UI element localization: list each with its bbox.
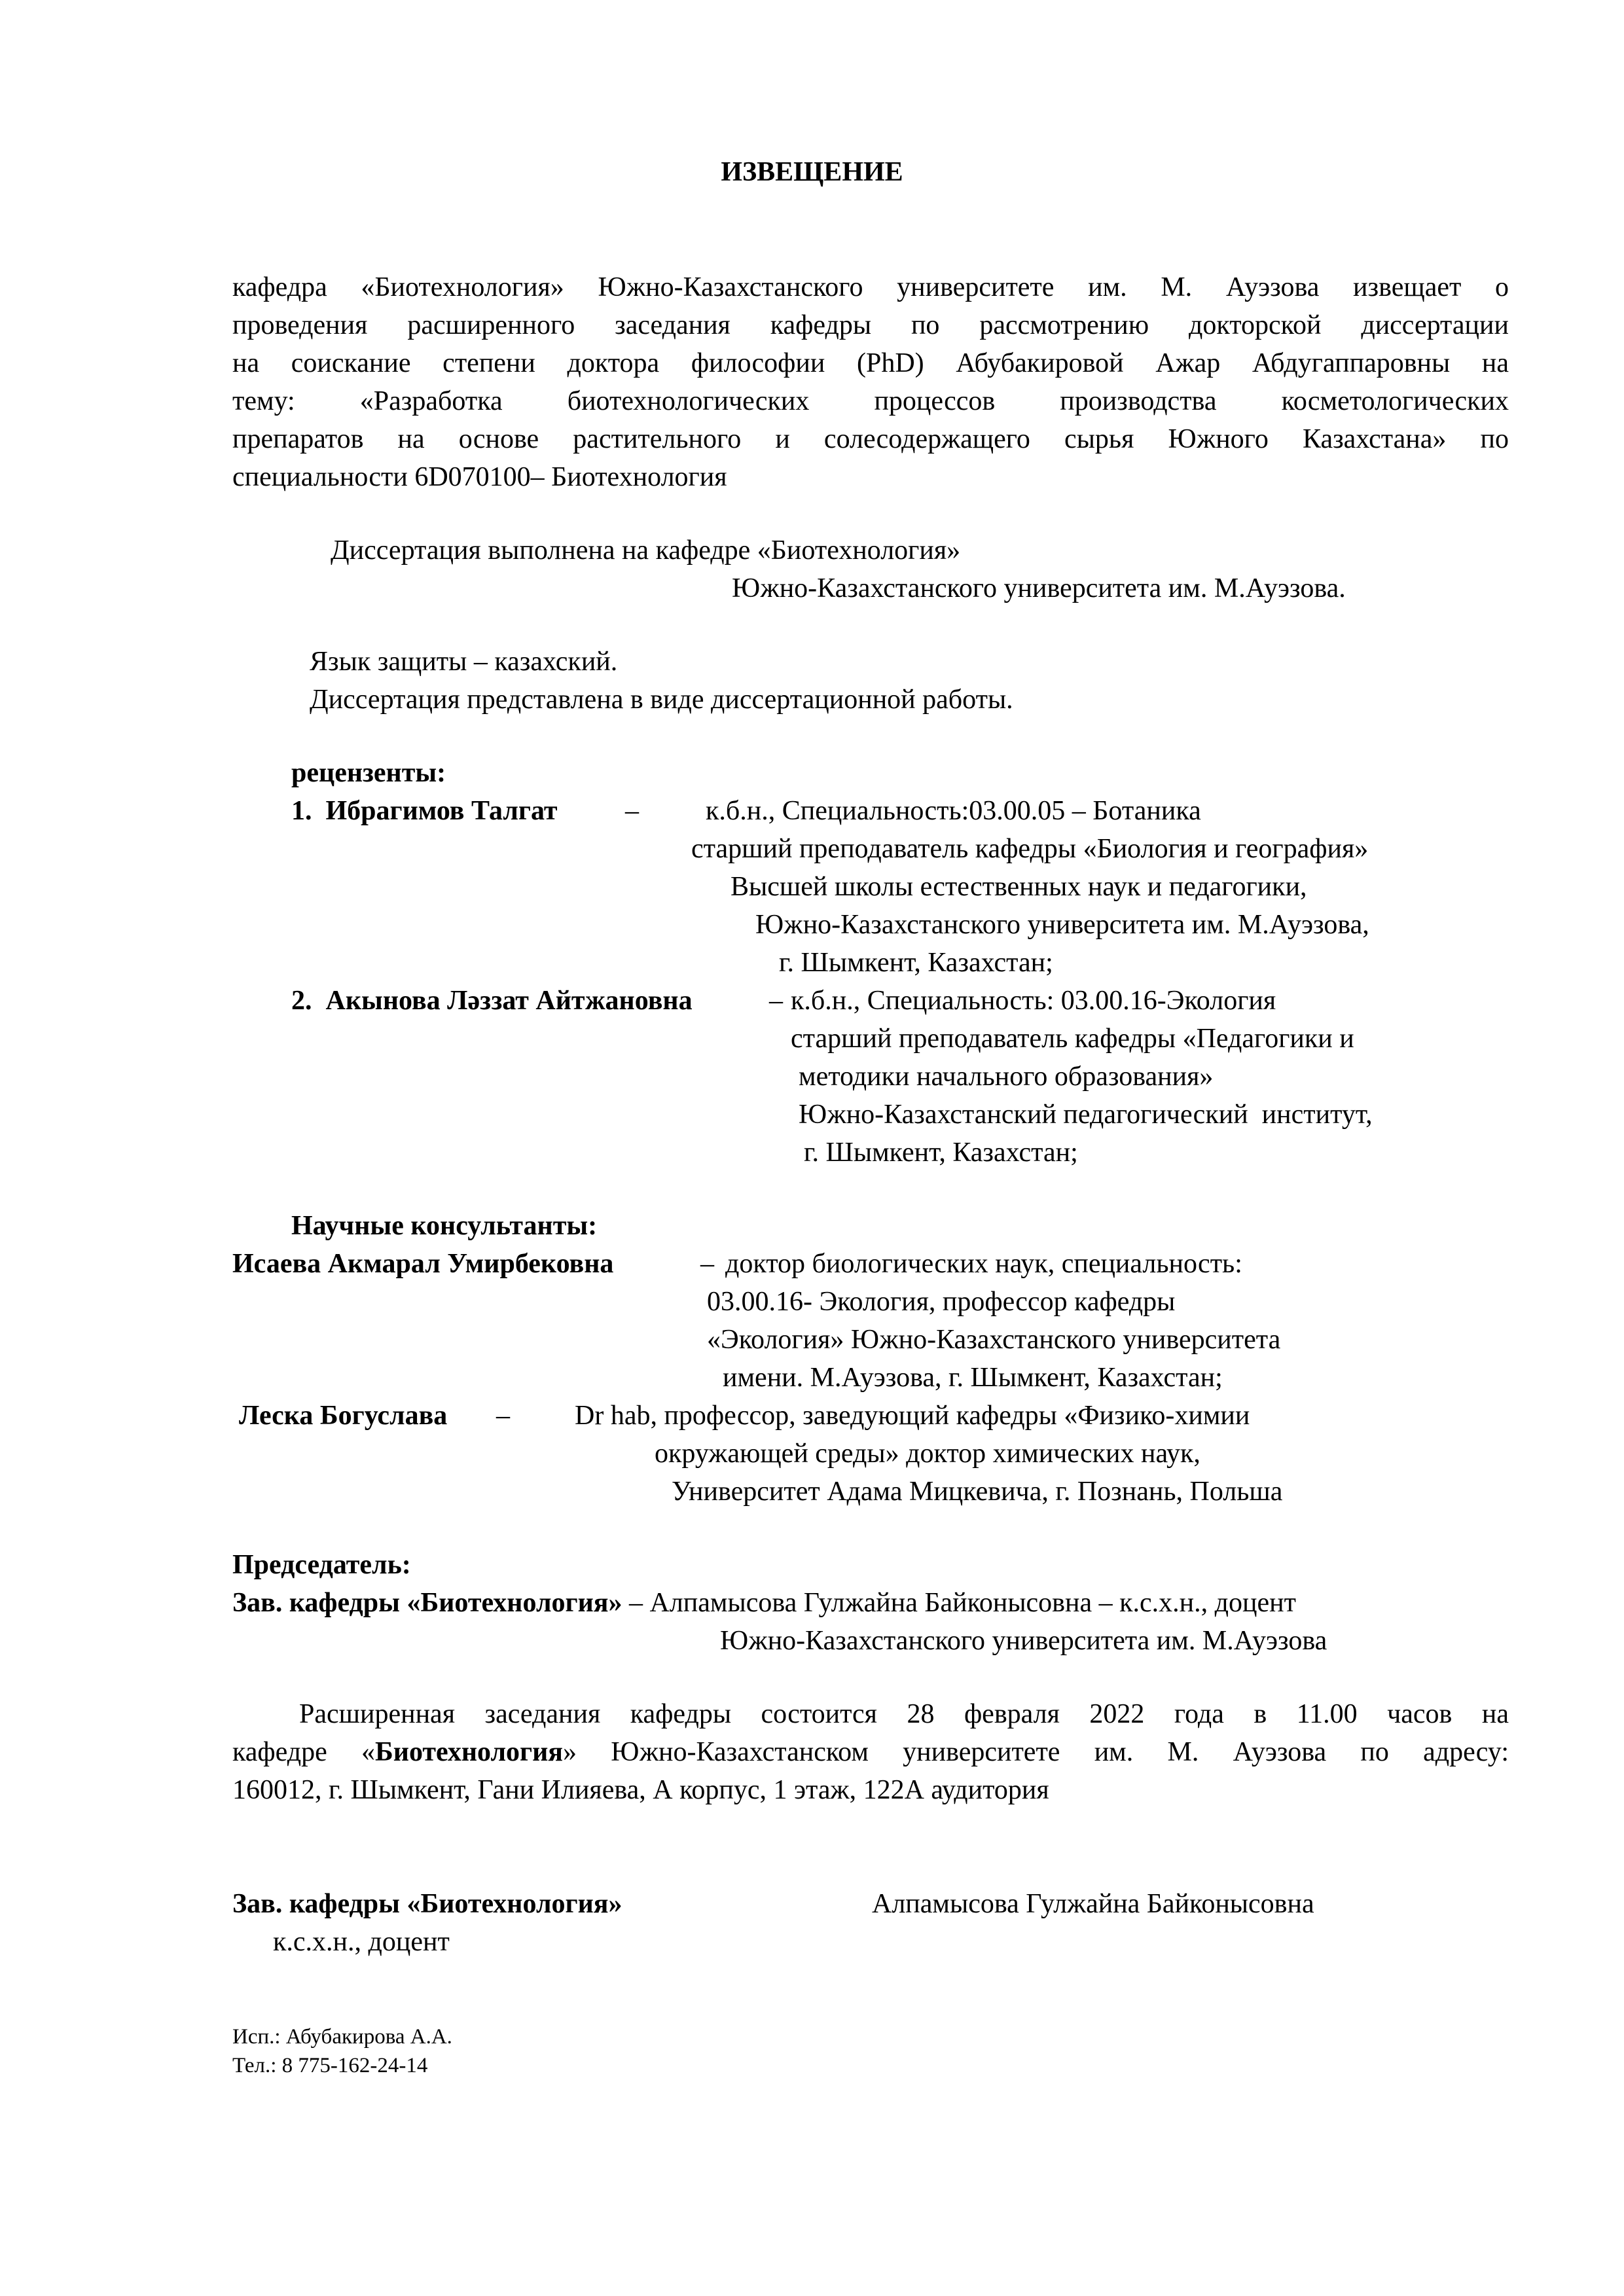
consultant-detail: Университет Адама Мицкевича, г. Познань, Польша	[672, 1477, 1283, 1507]
signature-degree: к.с.х.н., доцент	[273, 1927, 450, 1957]
reviewer-detail: Южно-Казахстанский педагогический институт,	[799, 1100, 1373, 1130]
meeting-text: » Южно-Казахстанском университете им. М. Ауэзова по адресу:	[563, 1737, 1509, 1767]
chair-role: Зав. кафедры «Биотехнология»	[232, 1588, 623, 1618]
meeting-text: кафедре «	[232, 1737, 375, 1767]
consultant-detail: имени. М.Ауэзова, г. Шымкент, Казахстан;	[723, 1363, 1223, 1393]
reviewer-dash: –	[625, 796, 639, 826]
consultant-detail: Dr hab, профессор, заведующий кафедры «Физико-химии	[575, 1401, 1250, 1431]
reviewer-dash: –	[769, 986, 783, 1016]
meeting-line: Расширенная заседания кафедры состоится 28 февраля 2022 года в 11.00 часов на	[299, 1699, 1509, 1729]
intro-line: препаратов на основе растительного и солесодержащего сырья Южного Казахстана» по	[232, 424, 1509, 454]
reviewer-name: 2. Акынова Ләззат Айтжановна	[291, 986, 693, 1016]
reviewer-detail: старший преподаватель кафедры «Педагогики и	[791, 1024, 1354, 1054]
dissertation-place-line2: Южно-Казахстанского университета им. М.Ауэзова.	[732, 573, 1346, 603]
meeting-address: 160012, г. Шымкент, Гани Илияева, А корпус, 1 этаж, 122А аудитория	[232, 1775, 1049, 1805]
dissertation-form: Диссертация представлена в виде диссертационной работы.	[310, 685, 1013, 715]
consultant-detail: окружающей среды» доктор химических наук,	[655, 1439, 1200, 1469]
intro-line: кафедра «Биотехнология» Южно-Казахстанского университете им. М. Ауэзова извещает о	[232, 272, 1509, 302]
reviewer-detail: г. Шымкент, Казахстан;	[779, 948, 1053, 978]
signature-name: Алпамысова Гулжайна Байконысовна	[872, 1889, 1314, 1919]
dissertation-place-line1: Диссертация выполнена на кафедре «Биотехнология»	[331, 535, 961, 565]
reviewer-detail: методики начального образования»	[799, 1062, 1214, 1092]
consultant-detail: «Экология» Южно-Казахстанского университета	[707, 1325, 1281, 1355]
defense-language: Язык защиты – казахский.	[310, 647, 618, 677]
consultant-detail: 03.00.16- Экология, профессор кафедры	[707, 1287, 1176, 1317]
signature-role: Зав. кафедры «Биотехнология»	[232, 1889, 623, 1919]
document-title: ИЗВЕЩЕНИЕ	[721, 157, 903, 187]
intro-line: тему: «Разработка биотехнологических процессов производства косметологических	[232, 386, 1509, 416]
reviewer-detail: к.б.н., Специальность:03.00.05 – Ботаника	[706, 796, 1201, 826]
consultant-dash: –	[700, 1249, 714, 1279]
meeting-line	[232, 1733, 1509, 1771]
reviewer-detail: к.б.н., Специальность: 03.00.16-Экология	[791, 986, 1276, 1016]
reviewer-detail: г. Шымкент, Казахстан;	[804, 1138, 1078, 1168]
consultant-name: Леска Богуслава	[239, 1401, 448, 1431]
executor: Исп.: Абубакирова А.А.	[232, 2025, 452, 2049]
consultant-detail: доктор биологических наук, специальность:	[725, 1249, 1242, 1279]
reviewer-name: 1. Ибрагимов Талгат	[291, 796, 558, 826]
meeting-department: Биотехнология	[374, 1737, 564, 1767]
consultant-dash: –	[496, 1401, 510, 1431]
intro-line: проведения расширенного заседания кафедры по рассмотрению докторской диссертации	[232, 310, 1509, 340]
intro-line: на соискание степени доктора философии (PhD) Абубакировой Ажар Абдугаппаровны на	[232, 348, 1509, 378]
reviewer-detail: старший преподаватель кафедры «Биология и география»	[691, 834, 1369, 864]
reviewer-detail: Южно-Казахстанского университета им. М.Ауэзова,	[755, 910, 1369, 940]
intro-line: специальности 6D070100– Биотехнология	[232, 462, 727, 492]
phone: Тел.: 8 775-162-24-14	[232, 2054, 428, 2077]
chair-heading: Председатель:	[232, 1550, 411, 1580]
reviewers-heading: рецензенты:	[291, 758, 446, 788]
chair-line	[232, 1584, 1296, 1622]
chair-affiliation: Южно-Казахстанского университета им. М.Ауэзова	[720, 1626, 1327, 1656]
chair-person: – Алпамысова Гулжайна Байконысовна – к.с.х.н., доцент	[622, 1588, 1296, 1618]
consultants-heading: Научные консультанты:	[291, 1211, 598, 1241]
consultant-name: Исаева Акмарал Умирбековна	[232, 1249, 614, 1279]
reviewer-detail: Высшей школы естественных наук и педагогики,	[731, 872, 1307, 902]
